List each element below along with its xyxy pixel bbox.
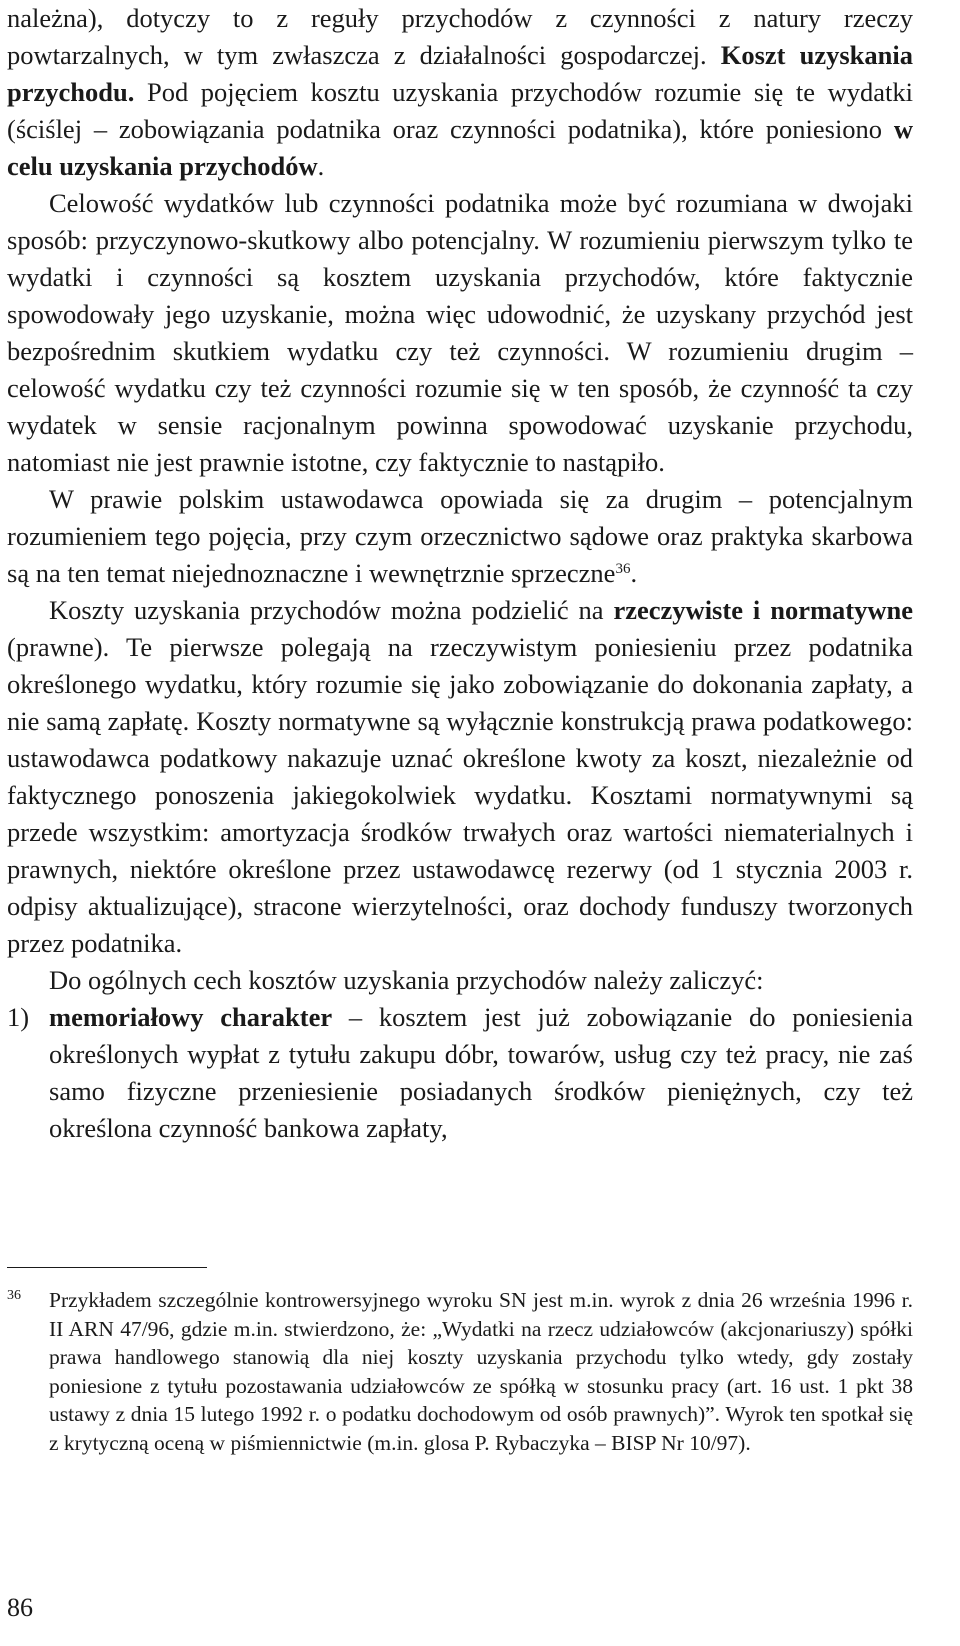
page-number: 86 <box>7 1593 33 1622</box>
text-run: W prawie polskim ustawodawca opowiada się za drugim – potencjalnym rozumieniem tego pojęcia, przy czym orzecznictwo sądowe oraz praktyka skarbowa są na ten temat niejednoznaczne i wewnętrznie sprzeczne <box>7 484 913 588</box>
bold-term-koszt-uzyskania: Koszt uzyskania przychodu. <box>7 40 913 107</box>
list-item <box>7 999 913 1147</box>
text-run: Pod pojęciem kosztu uzyskania przychodów rozumie się te wydatki (ściślej – zobowiązania podatnika oraz czynności podatnika), które poniesiono <box>7 77 913 144</box>
bold-term-memorialowy: memoriałowy charakter <box>49 1002 333 1032</box>
list-number: 1) <box>7 1002 30 1032</box>
paragraph-3 <box>7 481 913 592</box>
text-run: Koszty uzyskania przychodów można podzielić na <box>49 595 614 625</box>
text-run: . <box>317 151 325 181</box>
paragraph-1 <box>7 0 913 185</box>
paragraph-4 <box>7 592 913 962</box>
footnote-text: Przykładem szczególnie kontrowersyjnego wyroku SN jest m.in. wyrok z dnia 26 września 1996 r. II ARN 47/96, gdzie m.in. stwierdzono, że: „Wydatki na rzecz udziałowców (akcjonariuszy) spółki prawa handlowego stanowią dla niej koszty uzyskania przychodu tylko wtedy, gdy zostały poniesione z tytułu pozostawania udziałowców ze spółką w stosunku pracy (art. 16 ust. 1 pkt 38 ustawy z dnia 15 lutego 1992 r. o podatku dochodowym od osób prawnych)”. Wyrok ten spotkał się z krytyczną oceną w piśmiennictwie (m.in. glosa P. Rybaczyka – BISP Nr 10/97). <box>49 1288 913 1455</box>
paragraph-2: Celowość wydatków lub czynności podatnika może być rozumiana w dwojaki sposób: przyczynowo-skutkowy albo potencjalny. W rozumieniu pierwszym tylko te wydatki i czynności są kosztem uzyskania przychodów, które faktycznie spowodowały jego uzyskanie, można więc udowodnić, że uzyskany przychód jest bezpośrednim skutkiem wydatku czy też czynności. W rozumieniu drugim – celowość wydatku czy też czynności rozumie się w ten sposób, że czynność ta czy wydatek w sensie racjonalnym powinna spowodować uzyskanie przychodu, natomiast nie jest prawnie istotne, czy faktycznie to nastąpiło. <box>7 188 913 477</box>
footnote <box>7 1286 913 1458</box>
footnote-reference[interactable]: 36 <box>615 561 631 577</box>
footnote-number: 36 <box>7 1288 21 1303</box>
text-run: należna), dotyczy to z reguły przychodów z czynności z natury rzeczy powtarzalnych, w tym zwłaszcza z działalności gospodarczej. <box>7 3 913 70</box>
text-run: (prawne). Te pierwsze polegają na rzeczywistym poniesieniu przez podatnika określonego wydatku, który rozumie się jako zobowiązanie do dokonania zapłaty, a nie samą zapłatę. Koszty normatywne są wyłącznie konstrukcją prawa podatkowego: ustawodawca podatkowy nakazuje uznać określone kwoty za koszt, niezależnie od faktycznego ponoszenia jakiegokolwiek wydatku. Kosztami normatywnymi są przede wszystkim: amortyzacja środków trwałych oraz wartości niematerialnych i prawnych, niektóre określone przez ustawodawcę rezerwy (od 1 stycznia 2003 r. odpisy aktualizujące), stracone wierzytelności, oraz dochody funduszy tworzonych przez podatnika. <box>7 632 913 958</box>
text-run: . <box>630 558 638 588</box>
paragraph-5: Do ogólnych cech kosztów uzyskania przychodów należy zaliczyć: <box>49 965 764 995</box>
text-run: – kosztem jest już zobowiązanie do poniesienia określonych wypłat z tytułu zakupu dóbr, towarów, usług czy też pracy, nie zaś samo fizyczne przeniesienie posiadanych środków pieniężnych, czy też określona czynność bankowa zapłaty, <box>49 1002 913 1143</box>
bold-term-rzeczywiste: rzeczywiste i normatywne <box>613 595 914 625</box>
main-text <box>7 0 913 1147</box>
bold-term-w-celu: w celu uzyskania przychodów <box>7 114 913 181</box>
list-text <box>49 999 913 1147</box>
footnote-divider <box>7 1267 207 1268</box>
